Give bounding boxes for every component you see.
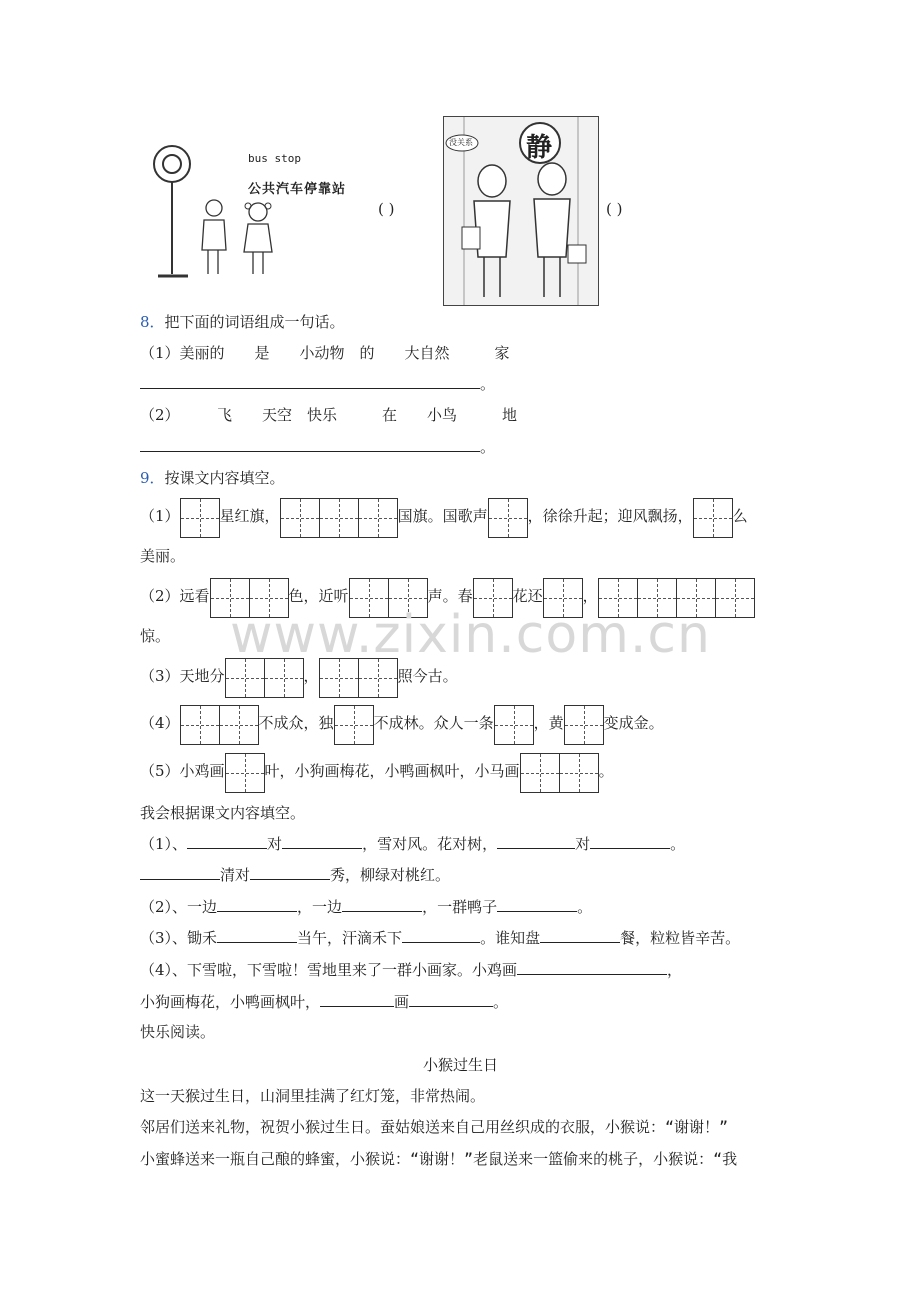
q8-item2: （2） 飞 天空 快乐 在 小鸟 地 xyxy=(140,406,518,424)
q9-l3-prefix: （3）天地分 xyxy=(140,667,225,685)
q10-l4-prefix: （4）、下雪啦，下雪啦！雪地里来了一群小画家。小鸡画 xyxy=(140,961,518,979)
blank[interactable] xyxy=(320,992,394,1007)
char-box[interactable] xyxy=(488,498,528,538)
q9-l5-text-b: 。 xyxy=(598,762,614,780)
q9-l1-boxes-a[interactable] xyxy=(180,497,220,538)
q8-heading xyxy=(140,312,345,332)
q8-blank-2[interactable] xyxy=(140,437,480,452)
blank[interactable] xyxy=(342,897,422,912)
q10-l1-text-d: 。 xyxy=(670,835,686,853)
q9-l1-boxes-d[interactable] xyxy=(693,497,733,538)
q9-l5-boxes-a[interactable] xyxy=(225,752,265,793)
blank[interactable] xyxy=(140,865,220,880)
blank[interactable] xyxy=(217,897,297,912)
q10-l1-text-c: 对 xyxy=(575,835,591,853)
char-box[interactable] xyxy=(358,498,398,538)
q9-l1-text-d: 么 xyxy=(732,507,748,525)
answer-paren-2[interactable]: ( ) xyxy=(606,200,623,218)
q9-l2-prefix: （2）远看 xyxy=(140,587,210,605)
q9-line-1b: 美丽。 xyxy=(140,547,186,565)
q9-l4-prefix: （4） xyxy=(140,714,180,732)
q8-title: 把下面的词语组成一句话。 xyxy=(164,313,345,331)
q8-blank-1[interactable] xyxy=(140,374,480,389)
q10-l4b-prefix: 小狗画梅花，小鸭画枫叶， xyxy=(140,993,321,1011)
char-box[interactable] xyxy=(219,705,259,745)
blank[interactable] xyxy=(250,865,330,880)
q10-line-3 xyxy=(140,928,740,948)
q9-line-1 xyxy=(140,496,748,538)
q9-l1-boxes-c[interactable] xyxy=(488,497,528,538)
q8-answer2[interactable] xyxy=(140,437,495,457)
q9-number: 9． xyxy=(140,469,165,487)
q8-answer1[interactable] xyxy=(140,374,495,394)
q9-l4-boxes-b[interactable] xyxy=(334,704,374,745)
char-box[interactable] xyxy=(715,578,755,618)
blank[interactable] xyxy=(497,834,575,849)
q9-l5-boxes-b[interactable] xyxy=(520,752,599,793)
story-paragraph-3: 小蜜蜂送来一瓶自己酿的蜂蜜，小猴说：“谢谢！”老鼠送来一篮偷来的桃子，小猴说：“我 xyxy=(140,1150,738,1168)
q10-l3-text-c: 餐，粒粒皆辛苦。 xyxy=(620,929,741,947)
q10-l2-text-c: 。 xyxy=(577,898,593,916)
q10-l1b-text-a: 清对 xyxy=(220,866,251,884)
q8-number: 8． xyxy=(140,313,165,331)
watermark: www.zixin.com.cn xyxy=(230,605,711,665)
char-box[interactable] xyxy=(693,498,733,538)
q8-item1: （1）美丽的 是 小动物 的 大自然 家 xyxy=(140,344,510,362)
q9-l4-text-c: ，黄 xyxy=(533,714,564,732)
q10-l1-prefix: （1）、 xyxy=(140,835,188,853)
answer-paren-1[interactable]: ( ) xyxy=(378,200,395,218)
blank[interactable] xyxy=(409,992,493,1007)
q10-l1-text-a: 对 xyxy=(267,835,283,853)
char-box[interactable] xyxy=(564,705,604,745)
bus-stop-illustration xyxy=(148,140,368,280)
q10-l2-text-b: ，一群鸭子 xyxy=(422,898,498,916)
q9-l1-text-c: ，徐徐升起；迎风飘扬， xyxy=(527,507,693,525)
q10-line-1b xyxy=(140,865,450,885)
blank[interactable] xyxy=(402,928,480,943)
blank[interactable] xyxy=(540,928,620,943)
speech-tag: 没关系 xyxy=(449,138,473,147)
char-box[interactable] xyxy=(559,753,599,793)
blank[interactable] xyxy=(590,834,670,849)
q10-l3-prefix: （3）、锄禾 xyxy=(140,929,218,947)
q9-l1-boxes-b[interactable] xyxy=(280,497,398,538)
q10-l1b-text-b: 秀，柳绿对桃红。 xyxy=(330,866,451,884)
char-box[interactable] xyxy=(520,753,560,793)
char-box[interactable] xyxy=(225,753,265,793)
q9-heading xyxy=(140,468,285,488)
q10-l2-text-a: ，一边 xyxy=(297,898,343,916)
bus-stop-label-cn: 公共汽车停靠站 xyxy=(248,182,347,197)
q10-l4b-text-b: 。 xyxy=(493,993,509,1011)
q9-l2-text-d: ， xyxy=(582,587,598,605)
quiet-sign: 静 xyxy=(526,133,553,163)
q9-title: 按课文内容填空。 xyxy=(164,469,285,487)
story-paragraph-1: 这一天猴过生日，山洞里挂满了红灯笼，非常热闹。 xyxy=(140,1087,486,1105)
q9-l1-text-b: 国旗。国歌声 xyxy=(397,507,488,525)
q9-l4-text-a: 不成众，独 xyxy=(258,714,334,732)
q9-l3-text-a: ， xyxy=(303,667,319,685)
blank[interactable] xyxy=(282,834,362,849)
q9-line-4 xyxy=(140,703,664,745)
story-title: 小猴过生日 xyxy=(423,1056,499,1074)
q10-l1-text-b: ，雪对风。花对树， xyxy=(362,835,498,853)
q10-l4-text-a: ， xyxy=(667,961,683,979)
blank[interactable] xyxy=(217,928,297,943)
q9-l4-text-b: 不成林。众人一条 xyxy=(373,714,494,732)
q9-l4-boxes-a[interactable] xyxy=(180,704,259,745)
blank[interactable] xyxy=(497,897,577,912)
q9-l2-text-b: 声。春 xyxy=(427,587,473,605)
q8-period-2: 。 xyxy=(480,438,496,456)
char-box[interactable] xyxy=(494,705,534,745)
q10-l3-text-b: 。谁知盘 xyxy=(480,929,541,947)
q9-l5-prefix: （5）小鸡画 xyxy=(140,762,225,780)
bus-stop-label-en: bus stop xyxy=(248,152,301,165)
char-box[interactable] xyxy=(280,498,320,538)
q10-line-4 xyxy=(140,960,682,980)
q9-l4-boxes-d[interactable] xyxy=(564,704,604,745)
blank[interactable] xyxy=(187,834,267,849)
blank[interactable] xyxy=(517,960,667,975)
char-box[interactable] xyxy=(180,705,220,745)
quiet-illustration xyxy=(443,116,599,306)
char-box[interactable] xyxy=(180,498,220,538)
q9-l4-boxes-c[interactable] xyxy=(494,704,534,745)
q9-l1-text-a: 星红旗， xyxy=(219,507,280,525)
q8-period-1: 。 xyxy=(480,375,496,393)
q9-l4-text-d: 变成金。 xyxy=(603,714,664,732)
q9-l3-text-b: 照今古。 xyxy=(397,667,458,685)
q10-line-1 xyxy=(140,834,685,854)
q9-l5-text-a: 叶，小狗画梅花，小鸭画枫叶，小马画 xyxy=(264,762,520,780)
q9-l2-text-c: 花还 xyxy=(512,587,543,605)
q9-line-2b: 惊。 xyxy=(140,627,171,645)
char-box[interactable] xyxy=(334,705,374,745)
q9-l2-text-a: 色，近听 xyxy=(288,587,349,605)
q10-l3-text-a: 当午，汗滴禾下 xyxy=(297,929,403,947)
story-paragraph-2: 邻居们送来礼物，祝贺小猴过生日。蚕姑娘送来自己用丝织成的衣服，小猴说：“谢谢！” xyxy=(140,1118,729,1136)
q9-line-5 xyxy=(140,751,614,793)
q10-title: 我会根据课文内容填空。 xyxy=(140,804,306,822)
q10-l2-prefix: （2）、一边 xyxy=(140,898,218,916)
q10-l4b-text-a: 画 xyxy=(394,993,410,1011)
char-box[interactable] xyxy=(319,498,359,538)
q9-l1-prefix: （1） xyxy=(140,507,180,525)
reading-title: 快乐阅读。 xyxy=(140,1023,216,1041)
q10-line-4b xyxy=(140,992,508,1012)
q10-line-2 xyxy=(140,897,592,917)
